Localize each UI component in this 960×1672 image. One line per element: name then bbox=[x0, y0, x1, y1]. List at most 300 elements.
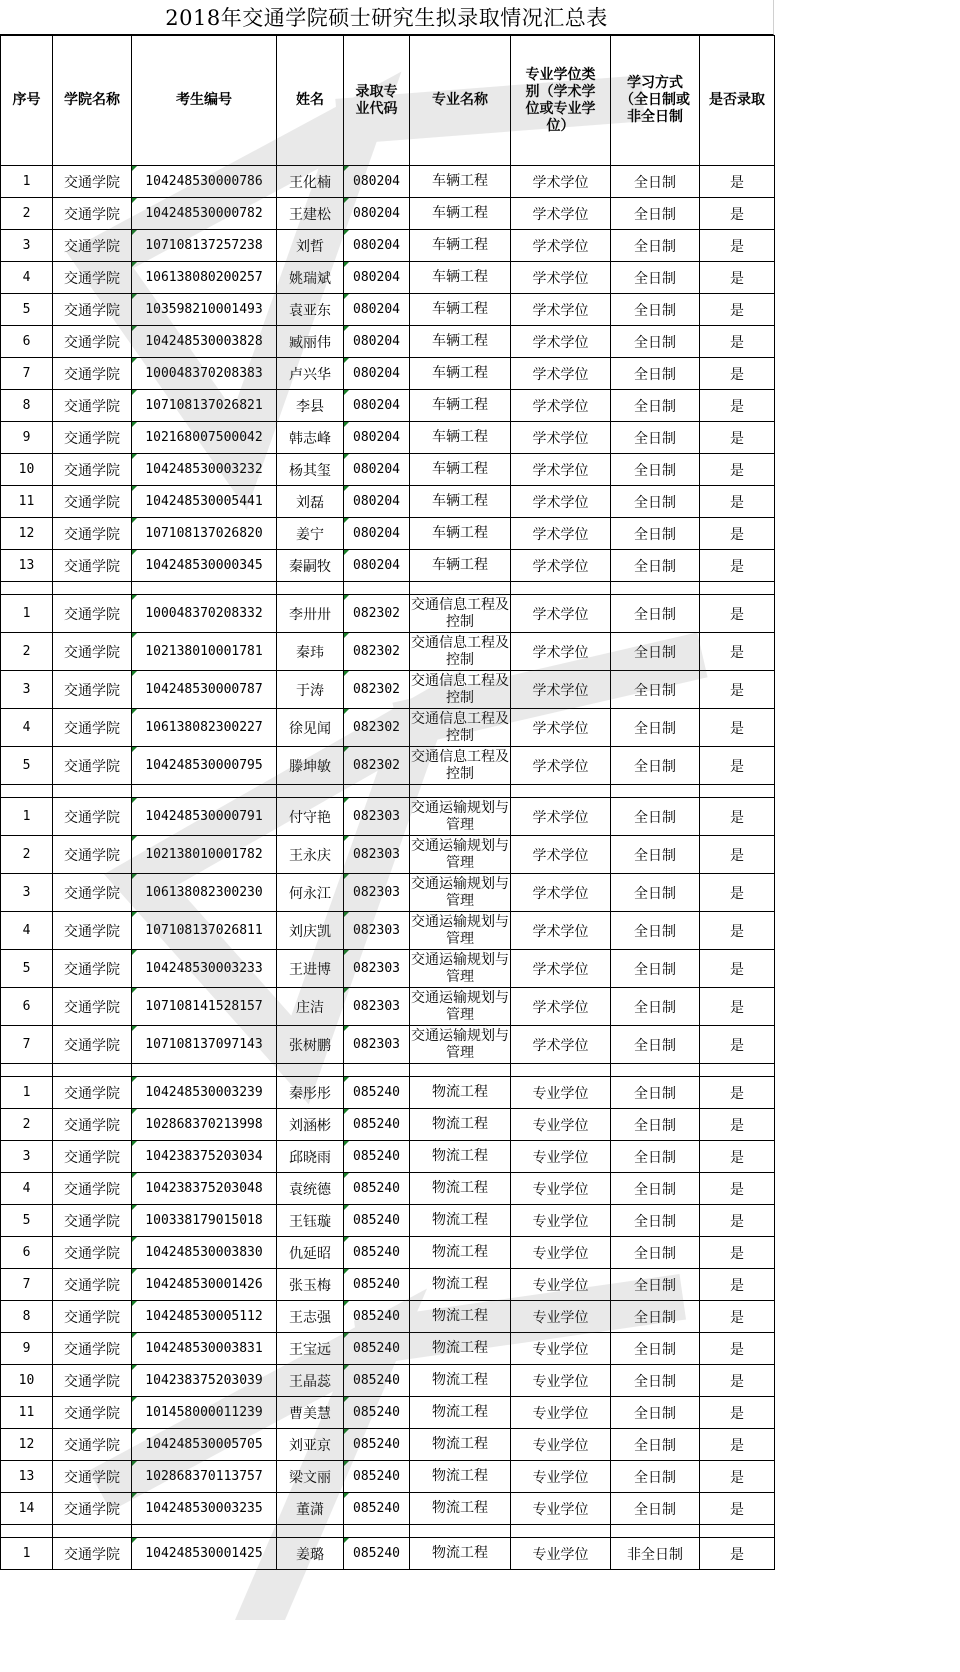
major-code-cell[interactable]: 080204 bbox=[344, 294, 410, 326]
college-cell[interactable]: 交通学院 bbox=[53, 671, 132, 709]
seq-cell[interactable]: 9 bbox=[1, 1333, 53, 1365]
exam-id-cell[interactable]: 104248530005112 bbox=[132, 1301, 277, 1333]
seq-cell[interactable]: 10 bbox=[1, 454, 53, 486]
degree-type-cell[interactable]: 专业学位 bbox=[511, 1333, 611, 1365]
exam-id-cell[interactable]: 104248530003232 bbox=[132, 454, 277, 486]
admitted-cell[interactable]: 是 bbox=[700, 1538, 775, 1570]
major-code-cell[interactable]: 085240 bbox=[344, 1141, 410, 1173]
empty-cell[interactable] bbox=[1, 785, 53, 798]
study-mode-cell[interactable]: 全日制 bbox=[611, 671, 700, 709]
name-cell[interactable]: 王宝远 bbox=[277, 1333, 344, 1365]
exam-id-cell[interactable]: 107108141528157 bbox=[132, 988, 277, 1026]
seq-cell[interactable]: 1 bbox=[1, 1077, 53, 1109]
college-cell[interactable]: 交通学院 bbox=[53, 709, 132, 747]
study-mode-cell[interactable]: 全日制 bbox=[611, 390, 700, 422]
college-cell[interactable]: 交通学院 bbox=[53, 166, 132, 198]
empty-cell[interactable] bbox=[700, 1064, 775, 1077]
study-mode-cell[interactable]: 全日制 bbox=[611, 633, 700, 671]
seq-cell[interactable]: 13 bbox=[1, 550, 53, 582]
seq-cell[interactable]: 2 bbox=[1, 633, 53, 671]
degree-type-cell[interactable]: 学术学位 bbox=[511, 550, 611, 582]
major-code-cell[interactable]: 082302 bbox=[344, 709, 410, 747]
college-cell[interactable]: 交通学院 bbox=[53, 1493, 132, 1525]
major-code-cell[interactable]: 085240 bbox=[344, 1461, 410, 1493]
empty-cell[interactable] bbox=[53, 1064, 132, 1077]
name-cell[interactable]: 董潇 bbox=[277, 1493, 344, 1525]
degree-type-cell[interactable]: 学术学位 bbox=[511, 422, 611, 454]
admitted-cell[interactable]: 是 bbox=[700, 1301, 775, 1333]
empty-cell[interactable] bbox=[53, 1525, 132, 1538]
study-mode-cell[interactable]: 全日制 bbox=[611, 836, 700, 874]
seq-cell[interactable]: 1 bbox=[1, 1538, 53, 1570]
admitted-cell[interactable]: 是 bbox=[700, 950, 775, 988]
seq-cell[interactable]: 3 bbox=[1, 671, 53, 709]
degree-type-cell[interactable]: 学术学位 bbox=[511, 912, 611, 950]
empty-cell[interactable] bbox=[611, 1525, 700, 1538]
study-mode-cell[interactable]: 全日制 bbox=[611, 1365, 700, 1397]
admitted-cell[interactable]: 是 bbox=[700, 1141, 775, 1173]
empty-cell[interactable] bbox=[511, 1064, 611, 1077]
exam-id-cell[interactable]: 104248530003233 bbox=[132, 950, 277, 988]
name-cell[interactable]: 刘庆凯 bbox=[277, 912, 344, 950]
major-code-cell[interactable]: 082303 bbox=[344, 1026, 410, 1064]
college-cell[interactable]: 交通学院 bbox=[53, 198, 132, 230]
seq-cell[interactable]: 3 bbox=[1, 1141, 53, 1173]
exam-id-cell[interactable]: 102168007500042 bbox=[132, 422, 277, 454]
degree-type-cell[interactable]: 学术学位 bbox=[511, 671, 611, 709]
exam-id-cell[interactable]: 101458000011239 bbox=[132, 1397, 277, 1429]
major-code-cell[interactable]: 085240 bbox=[344, 1173, 410, 1205]
study-mode-cell[interactable]: 全日制 bbox=[611, 550, 700, 582]
admitted-cell[interactable]: 是 bbox=[700, 390, 775, 422]
admitted-cell[interactable]: 是 bbox=[700, 709, 775, 747]
exam-id-cell[interactable]: 104248530000787 bbox=[132, 671, 277, 709]
exam-id-cell[interactable]: 104248530003830 bbox=[132, 1237, 277, 1269]
major-code-cell[interactable]: 080204 bbox=[344, 422, 410, 454]
college-cell[interactable]: 交通学院 bbox=[53, 1237, 132, 1269]
seq-cell[interactable]: 4 bbox=[1, 912, 53, 950]
major-name-cell[interactable]: 交通运输规划与管理 bbox=[410, 950, 511, 988]
study-mode-cell[interactable]: 全日制 bbox=[611, 1333, 700, 1365]
degree-type-cell[interactable]: 学术学位 bbox=[511, 633, 611, 671]
exam-id-cell[interactable]: 103598210001493 bbox=[132, 294, 277, 326]
empty-cell[interactable] bbox=[344, 1525, 410, 1538]
major-code-cell[interactable]: 080204 bbox=[344, 326, 410, 358]
college-cell[interactable]: 交通学院 bbox=[53, 595, 132, 633]
empty-cell[interactable] bbox=[277, 1064, 344, 1077]
admitted-cell[interactable]: 是 bbox=[700, 1269, 775, 1301]
major-name-cell[interactable]: 车辆工程 bbox=[410, 198, 511, 230]
name-cell[interactable]: 梁文丽 bbox=[277, 1461, 344, 1493]
study-mode-cell[interactable]: 全日制 bbox=[611, 1109, 700, 1141]
degree-type-cell[interactable]: 学术学位 bbox=[511, 874, 611, 912]
major-code-cell[interactable]: 082303 bbox=[344, 836, 410, 874]
exam-id-cell[interactable]: 106138082300227 bbox=[132, 709, 277, 747]
name-cell[interactable]: 袁亚东 bbox=[277, 294, 344, 326]
study-mode-cell[interactable]: 全日制 bbox=[611, 950, 700, 988]
study-mode-cell[interactable]: 全日制 bbox=[611, 1205, 700, 1237]
admitted-cell[interactable]: 是 bbox=[700, 454, 775, 486]
admitted-cell[interactable]: 是 bbox=[700, 262, 775, 294]
empty-cell[interactable] bbox=[1, 1525, 53, 1538]
admitted-cell[interactable]: 是 bbox=[700, 230, 775, 262]
exam-id-cell[interactable]: 102138010001781 bbox=[132, 633, 277, 671]
admitted-cell[interactable]: 是 bbox=[700, 1077, 775, 1109]
major-name-cell[interactable]: 交通信息工程及控制 bbox=[410, 709, 511, 747]
empty-cell[interactable] bbox=[410, 582, 511, 595]
degree-type-cell[interactable]: 学术学位 bbox=[511, 454, 611, 486]
seq-cell[interactable]: 3 bbox=[1, 874, 53, 912]
admitted-cell[interactable]: 是 bbox=[700, 988, 775, 1026]
admitted-cell[interactable]: 是 bbox=[700, 1026, 775, 1064]
seq-cell[interactable]: 2 bbox=[1, 836, 53, 874]
admitted-cell[interactable]: 是 bbox=[700, 912, 775, 950]
study-mode-cell[interactable]: 全日制 bbox=[611, 988, 700, 1026]
seq-cell[interactable]: 5 bbox=[1, 294, 53, 326]
degree-type-cell[interactable]: 学术学位 bbox=[511, 486, 611, 518]
major-name-cell[interactable]: 交通运输规划与管理 bbox=[410, 836, 511, 874]
college-cell[interactable]: 交通学院 bbox=[53, 950, 132, 988]
exam-id-cell[interactable]: 102868370113757 bbox=[132, 1461, 277, 1493]
degree-type-cell[interactable]: 专业学位 bbox=[511, 1461, 611, 1493]
name-cell[interactable]: 姜宁 bbox=[277, 518, 344, 550]
major-name-cell[interactable]: 物流工程 bbox=[410, 1493, 511, 1525]
empty-cell[interactable] bbox=[511, 785, 611, 798]
major-code-cell[interactable]: 085240 bbox=[344, 1397, 410, 1429]
admitted-cell[interactable]: 是 bbox=[700, 836, 775, 874]
degree-type-cell[interactable]: 学术学位 bbox=[511, 262, 611, 294]
empty-cell[interactable] bbox=[132, 1064, 277, 1077]
major-name-cell[interactable]: 物流工程 bbox=[410, 1109, 511, 1141]
exam-id-cell[interactable]: 107108137026811 bbox=[132, 912, 277, 950]
college-cell[interactable]: 交通学院 bbox=[53, 1301, 132, 1333]
empty-cell[interactable] bbox=[700, 582, 775, 595]
exam-id-cell[interactable]: 106138080200257 bbox=[132, 262, 277, 294]
degree-type-cell[interactable]: 学术学位 bbox=[511, 709, 611, 747]
admitted-cell[interactable]: 是 bbox=[700, 798, 775, 836]
exam-id-cell[interactable]: 104248530005441 bbox=[132, 486, 277, 518]
exam-id-cell[interactable]: 100338179015018 bbox=[132, 1205, 277, 1237]
name-cell[interactable]: 滕坤敏 bbox=[277, 747, 344, 785]
major-name-cell[interactable]: 交通运输规划与管理 bbox=[410, 798, 511, 836]
name-cell[interactable]: 臧丽伟 bbox=[277, 326, 344, 358]
study-mode-cell[interactable]: 全日制 bbox=[611, 454, 700, 486]
exam-id-cell[interactable]: 100048370208383 bbox=[132, 358, 277, 390]
study-mode-cell[interactable]: 全日制 bbox=[611, 912, 700, 950]
major-name-cell[interactable]: 车辆工程 bbox=[410, 294, 511, 326]
study-mode-cell[interactable]: 全日制 bbox=[611, 1173, 700, 1205]
admitted-cell[interactable]: 是 bbox=[700, 198, 775, 230]
degree-type-cell[interactable]: 学术学位 bbox=[511, 1026, 611, 1064]
study-mode-cell[interactable]: 全日制 bbox=[611, 326, 700, 358]
study-mode-cell[interactable]: 全日制 bbox=[611, 1397, 700, 1429]
degree-type-cell[interactable]: 专业学位 bbox=[511, 1141, 611, 1173]
college-cell[interactable]: 交通学院 bbox=[53, 1109, 132, 1141]
seq-cell[interactable]: 11 bbox=[1, 1397, 53, 1429]
name-cell[interactable]: 邱晓雨 bbox=[277, 1141, 344, 1173]
admitted-cell[interactable]: 是 bbox=[700, 595, 775, 633]
study-mode-cell[interactable]: 全日制 bbox=[611, 486, 700, 518]
admitted-cell[interactable]: 是 bbox=[700, 294, 775, 326]
degree-type-cell[interactable]: 专业学位 bbox=[511, 1429, 611, 1461]
major-code-cell[interactable]: 085240 bbox=[344, 1237, 410, 1269]
admitted-cell[interactable]: 是 bbox=[700, 1333, 775, 1365]
major-name-cell[interactable]: 车辆工程 bbox=[410, 166, 511, 198]
major-name-cell[interactable]: 车辆工程 bbox=[410, 390, 511, 422]
major-name-cell[interactable]: 车辆工程 bbox=[410, 518, 511, 550]
study-mode-cell[interactable]: 全日制 bbox=[611, 1026, 700, 1064]
major-code-cell[interactable]: 080204 bbox=[344, 198, 410, 230]
exam-id-cell[interactable]: 104248530003239 bbox=[132, 1077, 277, 1109]
admitted-cell[interactable]: 是 bbox=[700, 633, 775, 671]
name-cell[interactable]: 李县 bbox=[277, 390, 344, 422]
college-cell[interactable]: 交通学院 bbox=[53, 1538, 132, 1570]
college-cell[interactable]: 交通学院 bbox=[53, 326, 132, 358]
exam-id-cell[interactable]: 102138010001782 bbox=[132, 836, 277, 874]
degree-type-cell[interactable]: 专业学位 bbox=[511, 1397, 611, 1429]
admitted-cell[interactable]: 是 bbox=[700, 166, 775, 198]
major-name-cell[interactable]: 物流工程 bbox=[410, 1333, 511, 1365]
degree-type-cell[interactable]: 学术学位 bbox=[511, 294, 611, 326]
admitted-cell[interactable]: 是 bbox=[700, 874, 775, 912]
name-cell[interactable]: 秦嗣牧 bbox=[277, 550, 344, 582]
exam-id-cell[interactable]: 104248530000795 bbox=[132, 747, 277, 785]
major-name-cell[interactable]: 交通信息工程及控制 bbox=[410, 633, 511, 671]
seq-cell[interactable]: 7 bbox=[1, 1269, 53, 1301]
study-mode-cell[interactable]: 全日制 bbox=[611, 262, 700, 294]
major-name-cell[interactable]: 物流工程 bbox=[410, 1397, 511, 1429]
study-mode-cell[interactable]: 非全日制 bbox=[611, 1538, 700, 1570]
college-cell[interactable]: 交通学院 bbox=[53, 874, 132, 912]
study-mode-cell[interactable]: 全日制 bbox=[611, 1141, 700, 1173]
degree-type-cell[interactable]: 专业学位 bbox=[511, 1077, 611, 1109]
seq-cell[interactable]: 4 bbox=[1, 1173, 53, 1205]
empty-cell[interactable] bbox=[1, 582, 53, 595]
exam-id-cell[interactable]: 104248530003831 bbox=[132, 1333, 277, 1365]
major-code-cell[interactable]: 085240 bbox=[344, 1429, 410, 1461]
exam-id-cell[interactable]: 104248530000345 bbox=[132, 550, 277, 582]
major-name-cell[interactable]: 物流工程 bbox=[410, 1461, 511, 1493]
name-cell[interactable]: 卢兴华 bbox=[277, 358, 344, 390]
major-code-cell[interactable]: 082302 bbox=[344, 747, 410, 785]
major-code-cell[interactable]: 080204 bbox=[344, 454, 410, 486]
study-mode-cell[interactable]: 全日制 bbox=[611, 1429, 700, 1461]
major-name-cell[interactable]: 交通运输规划与管理 bbox=[410, 912, 511, 950]
name-cell[interactable]: 王进博 bbox=[277, 950, 344, 988]
admitted-cell[interactable]: 是 bbox=[700, 486, 775, 518]
degree-type-cell[interactable]: 学术学位 bbox=[511, 518, 611, 550]
major-name-cell[interactable]: 车辆工程 bbox=[410, 422, 511, 454]
college-cell[interactable]: 交通学院 bbox=[53, 358, 132, 390]
name-cell[interactable]: 徐见闻 bbox=[277, 709, 344, 747]
exam-id-cell[interactable]: 104248530003235 bbox=[132, 1493, 277, 1525]
empty-cell[interactable] bbox=[410, 1064, 511, 1077]
study-mode-cell[interactable]: 全日制 bbox=[611, 358, 700, 390]
name-cell[interactable]: 张玉梅 bbox=[277, 1269, 344, 1301]
exam-id-cell[interactable]: 104238375203034 bbox=[132, 1141, 277, 1173]
college-cell[interactable]: 交通学院 bbox=[53, 294, 132, 326]
major-code-cell[interactable]: 082303 bbox=[344, 874, 410, 912]
major-name-cell[interactable]: 物流工程 bbox=[410, 1301, 511, 1333]
name-cell[interactable]: 秦玮 bbox=[277, 633, 344, 671]
name-cell[interactable]: 韩志峰 bbox=[277, 422, 344, 454]
major-code-cell[interactable]: 082303 bbox=[344, 988, 410, 1026]
empty-cell[interactable] bbox=[410, 785, 511, 798]
empty-cell[interactable] bbox=[611, 785, 700, 798]
name-cell[interactable]: 姜璐 bbox=[277, 1538, 344, 1570]
college-cell[interactable]: 交通学院 bbox=[53, 747, 132, 785]
study-mode-cell[interactable]: 全日制 bbox=[611, 166, 700, 198]
empty-cell[interactable] bbox=[277, 582, 344, 595]
admitted-cell[interactable]: 是 bbox=[700, 422, 775, 454]
degree-type-cell[interactable]: 专业学位 bbox=[511, 1269, 611, 1301]
empty-cell[interactable] bbox=[511, 582, 611, 595]
seq-cell[interactable]: 2 bbox=[1, 1109, 53, 1141]
degree-type-cell[interactable]: 学术学位 bbox=[511, 198, 611, 230]
major-code-cell[interactable]: 082303 bbox=[344, 912, 410, 950]
exam-id-cell[interactable]: 104248530003828 bbox=[132, 326, 277, 358]
seq-cell[interactable]: 8 bbox=[1, 1301, 53, 1333]
study-mode-cell[interactable]: 全日制 bbox=[611, 595, 700, 633]
major-code-cell[interactable]: 080204 bbox=[344, 166, 410, 198]
empty-cell[interactable] bbox=[344, 1064, 410, 1077]
name-cell[interactable]: 王志强 bbox=[277, 1301, 344, 1333]
admitted-cell[interactable]: 是 bbox=[700, 550, 775, 582]
major-code-cell[interactable]: 085240 bbox=[344, 1493, 410, 1525]
study-mode-cell[interactable]: 全日制 bbox=[611, 422, 700, 454]
study-mode-cell[interactable]: 全日制 bbox=[611, 1237, 700, 1269]
seq-cell[interactable]: 8 bbox=[1, 390, 53, 422]
exam-id-cell[interactable]: 107108137257238 bbox=[132, 230, 277, 262]
name-cell[interactable]: 张树鹏 bbox=[277, 1026, 344, 1064]
seq-cell[interactable]: 7 bbox=[1, 358, 53, 390]
seq-cell[interactable]: 14 bbox=[1, 1493, 53, 1525]
major-name-cell[interactable]: 物流工程 bbox=[410, 1269, 511, 1301]
degree-type-cell[interactable]: 学术学位 bbox=[511, 326, 611, 358]
college-cell[interactable]: 交通学院 bbox=[53, 1461, 132, 1493]
study-mode-cell[interactable]: 全日制 bbox=[611, 198, 700, 230]
major-code-cell[interactable]: 085240 bbox=[344, 1333, 410, 1365]
major-name-cell[interactable]: 物流工程 bbox=[410, 1237, 511, 1269]
name-cell[interactable]: 李卅卅 bbox=[277, 595, 344, 633]
admitted-cell[interactable]: 是 bbox=[700, 1461, 775, 1493]
major-code-cell[interactable]: 085240 bbox=[344, 1301, 410, 1333]
exam-id-cell[interactable]: 104248530001425 bbox=[132, 1538, 277, 1570]
name-cell[interactable]: 何永江 bbox=[277, 874, 344, 912]
seq-cell[interactable]: 9 bbox=[1, 422, 53, 454]
admitted-cell[interactable]: 是 bbox=[700, 1109, 775, 1141]
degree-type-cell[interactable]: 学术学位 bbox=[511, 950, 611, 988]
empty-cell[interactable] bbox=[511, 1525, 611, 1538]
admitted-cell[interactable]: 是 bbox=[700, 1173, 775, 1205]
college-cell[interactable]: 交通学院 bbox=[53, 836, 132, 874]
college-cell[interactable]: 交通学院 bbox=[53, 1269, 132, 1301]
degree-type-cell[interactable]: 学术学位 bbox=[511, 836, 611, 874]
college-cell[interactable]: 交通学院 bbox=[53, 1077, 132, 1109]
study-mode-cell[interactable]: 全日制 bbox=[611, 1461, 700, 1493]
seq-cell[interactable]: 13 bbox=[1, 1461, 53, 1493]
college-cell[interactable]: 交通学院 bbox=[53, 1397, 132, 1429]
major-name-cell[interactable]: 车辆工程 bbox=[410, 326, 511, 358]
major-name-cell[interactable]: 物流工程 bbox=[410, 1141, 511, 1173]
name-cell[interactable]: 王化楠 bbox=[277, 166, 344, 198]
major-name-cell[interactable]: 物流工程 bbox=[410, 1429, 511, 1461]
college-cell[interactable]: 交通学院 bbox=[53, 262, 132, 294]
name-cell[interactable]: 刘哲 bbox=[277, 230, 344, 262]
degree-type-cell[interactable]: 专业学位 bbox=[511, 1109, 611, 1141]
name-cell[interactable]: 杨其玺 bbox=[277, 454, 344, 486]
college-cell[interactable]: 交通学院 bbox=[53, 518, 132, 550]
college-cell[interactable]: 交通学院 bbox=[53, 1333, 132, 1365]
admitted-cell[interactable]: 是 bbox=[700, 1237, 775, 1269]
college-cell[interactable]: 交通学院 bbox=[53, 486, 132, 518]
major-name-cell[interactable]: 物流工程 bbox=[410, 1173, 511, 1205]
degree-type-cell[interactable]: 专业学位 bbox=[511, 1173, 611, 1205]
major-name-cell[interactable]: 物流工程 bbox=[410, 1365, 511, 1397]
exam-id-cell[interactable]: 104248530000782 bbox=[132, 198, 277, 230]
major-code-cell[interactable]: 082302 bbox=[344, 595, 410, 633]
college-cell[interactable]: 交通学院 bbox=[53, 1205, 132, 1237]
name-cell[interactable]: 王永庆 bbox=[277, 836, 344, 874]
name-cell[interactable]: 付守艳 bbox=[277, 798, 344, 836]
admitted-cell[interactable]: 是 bbox=[700, 326, 775, 358]
major-code-cell[interactable]: 085240 bbox=[344, 1269, 410, 1301]
major-name-cell[interactable]: 车辆工程 bbox=[410, 550, 511, 582]
seq-cell[interactable]: 7 bbox=[1, 1026, 53, 1064]
major-code-cell[interactable]: 085240 bbox=[344, 1205, 410, 1237]
seq-cell[interactable]: 1 bbox=[1, 595, 53, 633]
study-mode-cell[interactable]: 全日制 bbox=[611, 294, 700, 326]
name-cell[interactable]: 刘亚京 bbox=[277, 1429, 344, 1461]
major-name-cell[interactable]: 交通运输规划与管理 bbox=[410, 1026, 511, 1064]
college-cell[interactable]: 交通学院 bbox=[53, 454, 132, 486]
seq-cell[interactable]: 10 bbox=[1, 1365, 53, 1397]
admitted-cell[interactable]: 是 bbox=[700, 747, 775, 785]
major-name-cell[interactable]: 车辆工程 bbox=[410, 454, 511, 486]
exam-id-cell[interactable]: 106138082300230 bbox=[132, 874, 277, 912]
college-cell[interactable]: 交通学院 bbox=[53, 390, 132, 422]
seq-cell[interactable]: 6 bbox=[1, 1237, 53, 1269]
exam-id-cell[interactable]: 100048370208332 bbox=[132, 595, 277, 633]
study-mode-cell[interactable]: 全日制 bbox=[611, 747, 700, 785]
study-mode-cell[interactable]: 全日制 bbox=[611, 518, 700, 550]
admitted-cell[interactable]: 是 bbox=[700, 671, 775, 709]
degree-type-cell[interactable]: 学术学位 bbox=[511, 358, 611, 390]
empty-cell[interactable] bbox=[344, 582, 410, 595]
empty-cell[interactable] bbox=[277, 1525, 344, 1538]
major-code-cell[interactable]: 080204 bbox=[344, 518, 410, 550]
empty-cell[interactable] bbox=[132, 785, 277, 798]
major-code-cell[interactable]: 080204 bbox=[344, 486, 410, 518]
degree-type-cell[interactable]: 学术学位 bbox=[511, 390, 611, 422]
seq-cell[interactable]: 1 bbox=[1, 166, 53, 198]
major-code-cell[interactable]: 085240 bbox=[344, 1365, 410, 1397]
major-code-cell[interactable]: 085240 bbox=[344, 1538, 410, 1570]
admitted-cell[interactable]: 是 bbox=[700, 518, 775, 550]
name-cell[interactable]: 仇延昭 bbox=[277, 1237, 344, 1269]
empty-cell[interactable] bbox=[132, 582, 277, 595]
admitted-cell[interactable]: 是 bbox=[700, 1205, 775, 1237]
empty-cell[interactable] bbox=[700, 1525, 775, 1538]
seq-cell[interactable]: 5 bbox=[1, 747, 53, 785]
major-name-cell[interactable]: 交通信息工程及控制 bbox=[410, 671, 511, 709]
major-code-cell[interactable]: 085240 bbox=[344, 1109, 410, 1141]
study-mode-cell[interactable]: 全日制 bbox=[611, 1077, 700, 1109]
empty-cell[interactable] bbox=[132, 1525, 277, 1538]
name-cell[interactable]: 姚瑞斌 bbox=[277, 262, 344, 294]
seq-cell[interactable]: 11 bbox=[1, 486, 53, 518]
seq-cell[interactable]: 3 bbox=[1, 230, 53, 262]
